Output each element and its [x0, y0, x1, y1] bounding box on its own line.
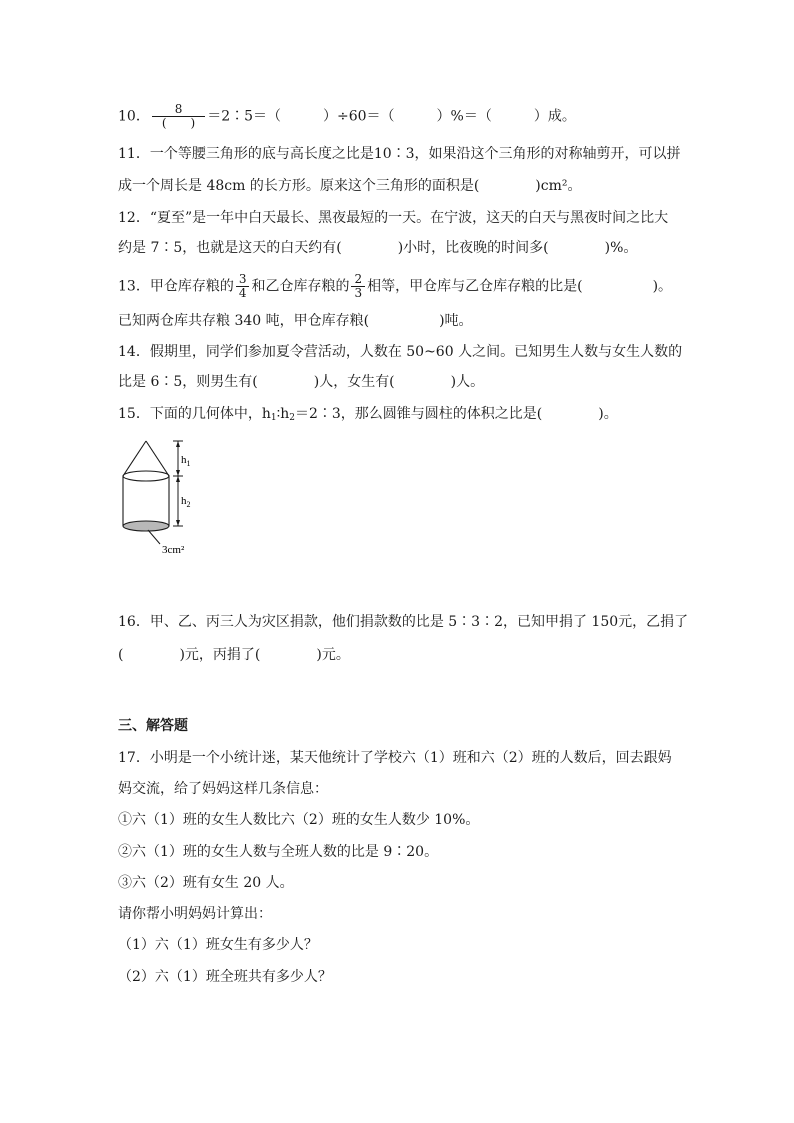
q17-info-1: ①六（1）班的女生人数比六（2）班的女生人数少 10%。: [118, 812, 480, 828]
q10-fraction: [152, 103, 205, 130]
q17-sub-question-2: （2）六（1）班全班共有多少人？: [118, 969, 332, 985]
question-17-line-1: 17．小明是一个小统计迷，某天他统计了学校六（1）班和六（2）班的人数后，回去跟妈: [118, 750, 672, 766]
cylinder-base-shaded: [123, 521, 169, 531]
question-17-line-2: 妈交流，给了妈妈这样几条信息：: [118, 781, 328, 797]
section-3-heading: 三、解答题: [118, 718, 188, 734]
question-14-line-1: 14．假期里，同学们参加夏令营活动，人数在 50~60 人之间。已知男生人数与女生人数的: [118, 344, 683, 360]
question-10: [118, 103, 576, 130]
cone-cylinder-figure: [116, 438, 206, 560]
label-h1: $h_1$: [181, 454, 191, 468]
label-area: 3cm²: [162, 544, 185, 556]
q10-prefix: 10．: [118, 108, 150, 125]
q10-rest: ＝2∶5＝（ ）÷60＝（ ）%＝（ ）成。: [207, 108, 576, 125]
q13-fraction-2-denominator: 3: [354, 286, 363, 300]
question-11-line-1: 11．一个等腰三角形的底与高长度之比是10∶3，如果沿这个三角形的对称轴剪开，可以拼: [118, 146, 681, 162]
q13-part-1: 13．甲仓库存粮的: [118, 278, 234, 295]
q15-part-2: ∶h: [276, 406, 290, 422]
q15-sub-2: 2: [289, 413, 295, 423]
dim-arrow-3: [176, 476, 180, 482]
q15-part-3: ＝2∶3，那么圆锥与圆柱的体积之比是( )。: [294, 406, 618, 422]
q10-fraction-denominator: ( ): [161, 116, 196, 130]
q15-sub-1: 1: [270, 413, 277, 423]
q13-fraction-1-denominator: 4: [238, 286, 247, 300]
label-h2: $h_2$: [181, 495, 191, 509]
question-13-line-1: [118, 273, 672, 300]
q15-part-1: 15．下面的几何体中，h: [118, 406, 271, 422]
q13-fraction-2: [351, 273, 365, 300]
q17-sub-question-1: （1）六（1）班女生有多少人？: [118, 937, 318, 953]
q17-info-2: ②六（1）班的女生人数与全班人数的比是 9∶20。: [118, 844, 439, 860]
cylinder-top-ellipse: [123, 471, 169, 481]
question-12-line-2: 约是 7∶5，也就是这天的白天约有( )小时，比夜晚的时间多( )%。: [118, 240, 638, 256]
question-16-line-2: ( )元，丙捐了( )元。: [118, 647, 350, 663]
question-11-line-2: 成一个周长是 48cm 的长方形。原来这个三角形的面积是( )cm²。: [118, 178, 582, 194]
area-leader-line: [148, 530, 160, 544]
dim-arrow-2: [176, 470, 180, 476]
q13-fraction-2-numerator: 2: [351, 273, 365, 287]
question-16-line-1: 16．甲、乙、丙三人为灾区捐款，他们捐款数的比是 5∶3∶2，已知甲捐了 150元，乙捐了: [118, 614, 689, 630]
q13-fraction-1-numerator: 3: [236, 273, 250, 287]
question-13-line-2: 已知两仓库共存粮 340 吨，甲仓库存粮( )吨。: [118, 313, 473, 329]
q17-info-3: ③六（2）班有女生 20 人。: [118, 875, 294, 891]
dim-arrow-1: [176, 441, 180, 447]
question-14-line-2: 比是 6∶5，则男生有( )人，女生有( )人。: [118, 374, 485, 390]
question-12-line-1: 12．“夏至”是一年中白天最长、黑夜最短的一天。在宁波，这天的白天与黑夜时间之比大: [118, 210, 669, 226]
question-15: [118, 404, 618, 428]
q13-part-2: 和乙仓库存粮的: [251, 278, 350, 295]
q10-fraction-numerator: 8: [152, 103, 205, 117]
q17-prompt: 请你帮小明妈妈计算出：: [118, 906, 272, 922]
q13-fraction-1: [236, 273, 250, 300]
dim-arrow-4: [176, 520, 180, 526]
q13-part-3: 相等，甲仓库与乙仓库存粮的比是( )。: [367, 278, 673, 295]
